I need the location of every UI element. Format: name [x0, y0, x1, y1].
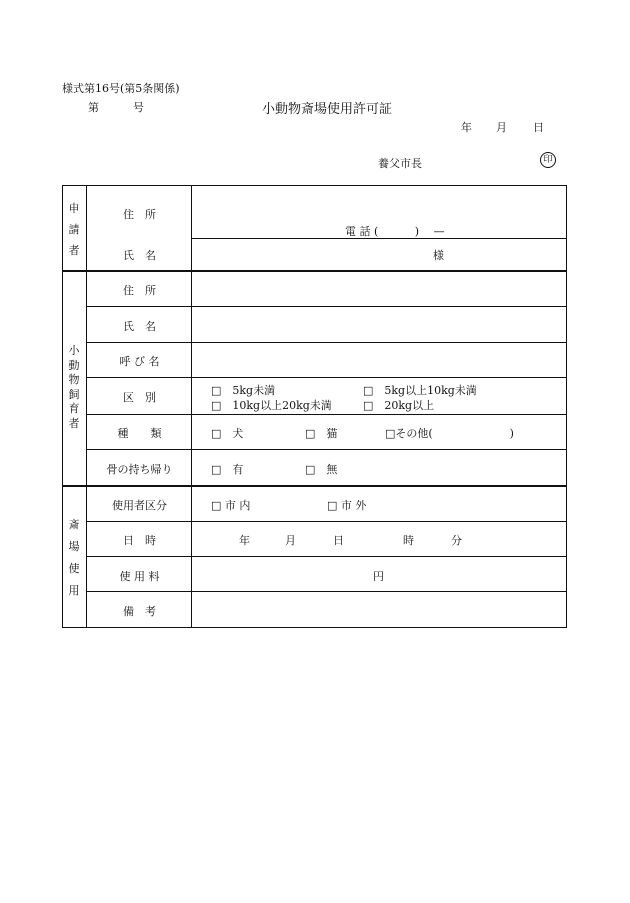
- category-5-10kg-checkbox[interactable]: □ 5kg以上10kg未満: [363, 384, 477, 397]
- datetime-minute: 分: [451, 534, 462, 547]
- datetime-hour: 時: [403, 534, 414, 547]
- category-over-20kg-checkbox[interactable]: □ 20kg以上: [363, 399, 435, 412]
- date-month: 月: [496, 121, 507, 134]
- applicant-name-label: 氏 名: [123, 249, 156, 262]
- owner-name-label: 氏 名: [123, 320, 156, 333]
- datetime-month: 月: [285, 534, 296, 547]
- row-divider: [86, 414, 566, 415]
- datetime-day: 日: [333, 534, 344, 547]
- species-other-checkbox[interactable]: □その他( ): [385, 427, 514, 440]
- row-divider: [86, 377, 566, 378]
- bones-no-checkbox[interactable]: □ 無: [305, 463, 338, 476]
- row-divider: [86, 449, 566, 450]
- applicant-name-suffix: 様: [433, 249, 444, 262]
- section-divider: [63, 485, 566, 487]
- row-divider: [86, 521, 566, 522]
- bones-return-label: 骨の持ち帰り: [106, 463, 173, 476]
- user-out-city-checkbox[interactable]: □ 市 外: [327, 499, 367, 512]
- species-dog-checkbox[interactable]: □ 犬: [211, 427, 244, 440]
- category-10-20kg-checkbox[interactable]: □ 10kg以上20kg未満: [211, 399, 332, 412]
- owner-address-label: 住 所: [123, 284, 156, 297]
- applicant-group-label: 申 請 者: [68, 202, 80, 257]
- user-type-label: 使用者区分: [112, 499, 167, 512]
- datetime-label: 日 時: [123, 534, 156, 547]
- section-divider: [63, 270, 566, 272]
- fee-label: 使 用 料: [119, 570, 160, 583]
- applicant-address-label: 住 所: [123, 208, 156, 221]
- category-under-5kg-checkbox[interactable]: □ 5kg未満: [211, 384, 276, 397]
- issuer-name: 養父市長: [378, 157, 422, 170]
- date-year: 年: [461, 121, 472, 134]
- permit-table: [62, 185, 567, 628]
- date-day: 日: [533, 121, 544, 134]
- seal-mark: 印: [540, 152, 556, 168]
- document-title: 小動物斎場使用許可証: [262, 102, 393, 117]
- species-label: 種 類: [117, 427, 162, 440]
- row-divider: [86, 342, 566, 343]
- applicant-phone-field[interactable]: 電 話 ( ) —: [345, 225, 445, 238]
- row-divider: [86, 591, 566, 592]
- owner-group-label: 小 動 物 飼 育 者: [68, 344, 80, 430]
- bones-yes-checkbox[interactable]: □ 有: [211, 463, 244, 476]
- permit-number-suffix: 号: [133, 101, 144, 114]
- form-number-note: 様式第16号(第5条関係): [62, 82, 180, 95]
- species-cat-checkbox[interactable]: □ 猫: [305, 427, 338, 440]
- user-in-city-checkbox[interactable]: □ 市 内: [211, 499, 251, 512]
- category-label: 区 別: [123, 391, 156, 404]
- pet-name-label: 呼 び 名: [119, 355, 160, 368]
- datetime-year: 年: [239, 534, 250, 547]
- permit-number-prefix: 第: [88, 101, 99, 114]
- remarks-label: 備 考: [123, 605, 156, 618]
- row-divider: [86, 556, 566, 557]
- row-divider: [86, 306, 566, 307]
- fee-unit: 円: [373, 570, 384, 583]
- usage-group-label: 斎 場 使 用: [68, 518, 80, 597]
